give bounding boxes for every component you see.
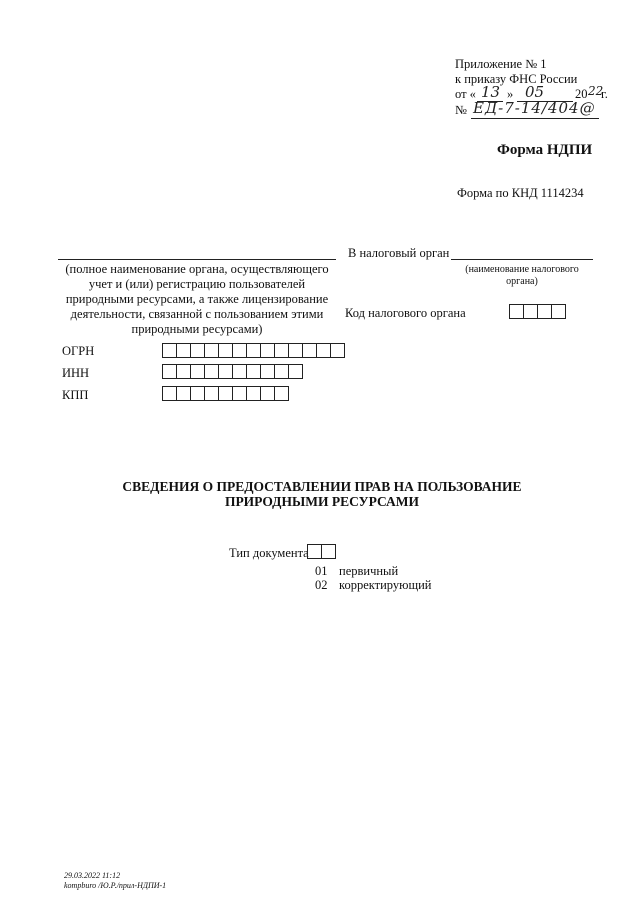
input-cell[interactable] — [247, 343, 261, 358]
kpp-label: КПП — [62, 388, 89, 402]
input-cell[interactable] — [538, 304, 552, 319]
inn-label: ИНН — [62, 366, 90, 380]
number-underline — [471, 118, 599, 119]
main-title: СВЕДЕНИЯ О ПРЕДОСТАВЛЕНИИ ПРАВ НА ПОЛЬЗОВАНИЕ ПРИРОДНЫМИ РЕСУРСАМИ — [122, 479, 522, 509]
date-mid: » — [507, 87, 514, 101]
input-cell[interactable] — [177, 343, 191, 358]
input-cell[interactable] — [163, 364, 177, 379]
input-cell[interactable] — [317, 343, 331, 358]
appendix-line-2: к приказу ФНС России — [455, 72, 578, 86]
appendix-line-1: Приложение № 1 — [455, 57, 547, 71]
doc-type-option-02-code: 02 — [315, 578, 328, 592]
number-value: ЕД-7-14/404@ — [473, 99, 596, 117]
input-cell[interactable] — [261, 343, 275, 358]
tax-authority-line[interactable] — [451, 259, 593, 260]
ogrn-label: ОГРН — [62, 344, 95, 358]
organ-caption: (полное наименование органа, осуществляющего учет и (или) регистрацию пользователей природными ресурсами, а также лицензирование деятельности, связанной с пользованием этими природными ресурсами) — [65, 262, 329, 336]
input-cell[interactable] — [510, 304, 524, 319]
ogrn-cells[interactable] — [162, 343, 345, 358]
date-prefix: от « — [455, 87, 476, 101]
footer-line-1: 29.03.2022 11:12 — [64, 871, 121, 880]
inn-cells[interactable] — [162, 364, 303, 379]
kpp-cells[interactable] — [162, 386, 289, 401]
input-cell[interactable] — [219, 386, 233, 401]
input-cell[interactable] — [233, 343, 247, 358]
organ-name-line — [58, 259, 336, 260]
input-cell[interactable] — [289, 364, 303, 379]
input-cell[interactable] — [191, 364, 205, 379]
input-cell[interactable] — [261, 386, 275, 401]
input-cell[interactable] — [177, 386, 191, 401]
doc-type-label: Тип документа — [229, 546, 309, 560]
input-cell[interactable] — [191, 386, 205, 401]
input-cell[interactable] — [247, 386, 261, 401]
doc-type-option-02-text: корректирующий — [339, 578, 432, 592]
input-cell[interactable] — [289, 343, 303, 358]
form-name: Форма НДПИ — [497, 142, 593, 158]
input-cell[interactable] — [524, 304, 538, 319]
date-year: 22 — [588, 84, 604, 98]
input-cell[interactable] — [233, 364, 247, 379]
input-cell[interactable] — [275, 386, 289, 401]
input-cell[interactable] — [322, 544, 336, 559]
footer-line-2: kompburo /Ю.Р./прил-НДПИ-1 — [64, 881, 167, 890]
input-cell[interactable] — [219, 364, 233, 379]
input-cell[interactable] — [233, 386, 247, 401]
input-cell[interactable] — [552, 304, 566, 319]
knd-code: Форма по КНД 1114234 — [457, 186, 584, 200]
tax-authority-caption: (наименование налогового органа) — [465, 264, 579, 287]
doc-type-option-01-text: первичный — [339, 564, 399, 578]
input-cell[interactable] — [303, 343, 317, 358]
appendix-number — [455, 99, 605, 124]
input-cell[interactable] — [163, 343, 177, 358]
input-cell[interactable] — [205, 364, 219, 379]
tax-authority-label: В налоговый орган — [348, 246, 450, 260]
input-cell[interactable] — [163, 386, 177, 401]
date-day: 13 — [481, 83, 501, 101]
tax-code-label: Код налогового органа — [345, 306, 466, 320]
date-year-prefix: 20 — [575, 87, 588, 101]
input-cell[interactable] — [275, 364, 289, 379]
input-cell[interactable] — [205, 386, 219, 401]
doc-type-cells[interactable] — [307, 544, 336, 559]
doc-type-option-01-code: 01 — [315, 564, 328, 578]
input-cell[interactable] — [261, 364, 275, 379]
input-cell[interactable] — [191, 343, 205, 358]
number-prefix: № — [455, 103, 467, 117]
input-cell[interactable] — [219, 343, 233, 358]
input-cell[interactable] — [308, 544, 322, 559]
input-cell[interactable] — [331, 343, 345, 358]
input-cell[interactable] — [205, 343, 219, 358]
input-cell[interactable] — [275, 343, 289, 358]
date-suffix: г. — [601, 87, 608, 101]
input-cell[interactable] — [247, 364, 261, 379]
date-month: 05 — [525, 83, 545, 101]
tax-code-cells[interactable] — [509, 304, 566, 319]
input-cell[interactable] — [177, 364, 191, 379]
